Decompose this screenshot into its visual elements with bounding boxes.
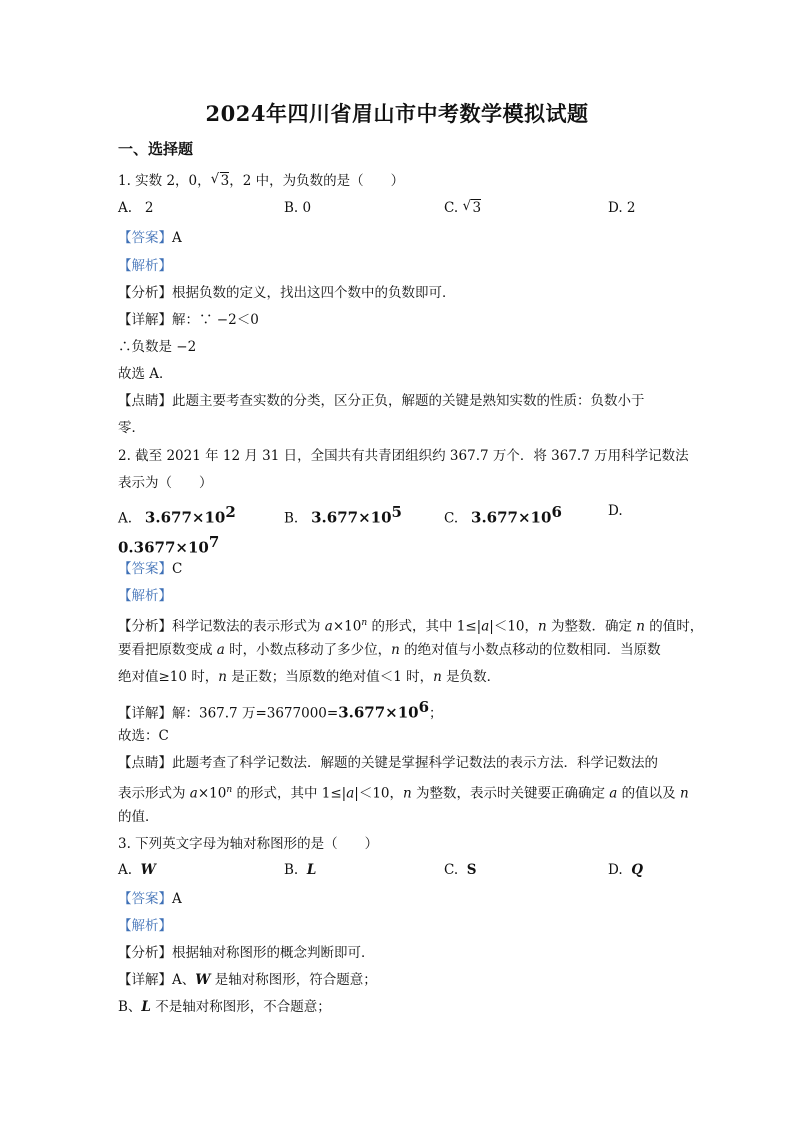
q1-dianjing: 【点睛】此题主要考查实数的分类，区分正负，解题的关键是熟知实数的性质：负数小于 [118, 393, 645, 409]
answer-tag: 【答案】 [118, 230, 172, 246]
q3-analysis-tag: 【解析】 [118, 918, 172, 934]
q2-analysis-tag: 【解析】 [118, 588, 172, 604]
q2-option-d-label: D. [608, 503, 623, 519]
q2-answer: 【答案】C [118, 561, 183, 577]
q1-stem [118, 171, 678, 191]
q3-line-b: B、L 不是轴对称图形，不合题意； [118, 999, 331, 1015]
q1-option-d: D. 2 [608, 200, 636, 216]
q2-stem-2: 表示为（ ） [118, 475, 213, 491]
section-heading: 一、选择题 [118, 140, 194, 158]
q2-xiangjie: 【详解】解：367.7 万$=3677000=3.677\times 10^6$； [118, 698, 443, 722]
q1-line2: ∴负数是 −2 [118, 339, 197, 355]
q1-fenxi: 【分析】根据负数的定义，找出这四个数中的负数即可． [118, 285, 456, 301]
q2-fenxi-2: 要看把原数变成 a 时，小数点移动了多少位，n 的绝对值与小数点移动的位数相同．当原数 [118, 642, 661, 658]
q1-line3: 故选 A． [118, 366, 173, 382]
q3-xiangjie: 【详解】A、W 是轴对称图形，符合题意； [118, 972, 377, 988]
q1-stem-post: ，2 中，为负数的是（ ） [229, 173, 405, 189]
q2-dianjing: 【点睛】此题考查了科学记数法．解题的关键是掌握科学记数法的表示方法．科学记数法的 [118, 755, 658, 771]
q1-dianjing-cont: 零． [118, 420, 145, 436]
q2-fenxi-3: 绝对值≥10 时，n 是正数；当原数的绝对值＜1 时，n 是负数． [118, 669, 501, 685]
q1-xiangjie: 【详解】解：∵ −2＜0 [118, 312, 259, 328]
q2-option-d: $0.3677\times 10^7$ [118, 533, 220, 557]
q1-option-c: C. √ 3 [444, 198, 482, 216]
q3-answer: 【答案】A [118, 891, 182, 907]
q2-dianjing-2: 表示形式为 $a\times 10^n$ 的形式，其中 1≤|a|＜10，n 为整数，表示时关键要正确确定 a 的值以及 n [118, 785, 689, 802]
q2-stem-1: 2. 截至 2021 年 12 月 31 日，全国共有共青团组织约 367.7 万个．将 367.7 万用科学记数法 [118, 448, 689, 464]
document-title: 2024年四川省眉山市中考数学模拟试题 [205, 101, 589, 126]
q3-option-c: C. S [444, 862, 477, 878]
q1-analysis-tag: 【解析】 [118, 258, 172, 274]
q1-answer: 【答案】A [118, 230, 182, 246]
q2-fenxi: 【分析】科学记数法的表示形式为 $a\times 10^n$ 的形式，其中 1≤|a|＜10，n 为整数．确定 n 的值时， [118, 618, 704, 635]
q2-option-b: B. $3.677\times 10^5$ [284, 503, 402, 527]
q1-option-b: B. 0 [284, 200, 312, 216]
q2-option-a: A. $3.677\times 10^2$ [118, 503, 236, 527]
q3-option-a: A. W [118, 862, 156, 878]
q3-stem: 3. 下列英文字母为轴对称图形的是（ ） [118, 836, 379, 852]
q3-option-b: B. L [284, 862, 317, 878]
q3-option-d: D. Q [608, 862, 643, 878]
q2-option-c: C. $3.677\times 10^6$ [444, 503, 562, 527]
q2-guxuan: 故选：C [118, 728, 169, 744]
q1-stem-sqrt: √ 3 [210, 171, 230, 189]
q1-option-a: A. 2 [118, 200, 154, 216]
q3-fenxi: 【分析】根据轴对称图形的概念判断即可． [118, 945, 375, 961]
q1-stem-pre: 1. 实数 2，0， [118, 173, 211, 189]
q2-dianjing-3: 的值． [118, 809, 159, 825]
